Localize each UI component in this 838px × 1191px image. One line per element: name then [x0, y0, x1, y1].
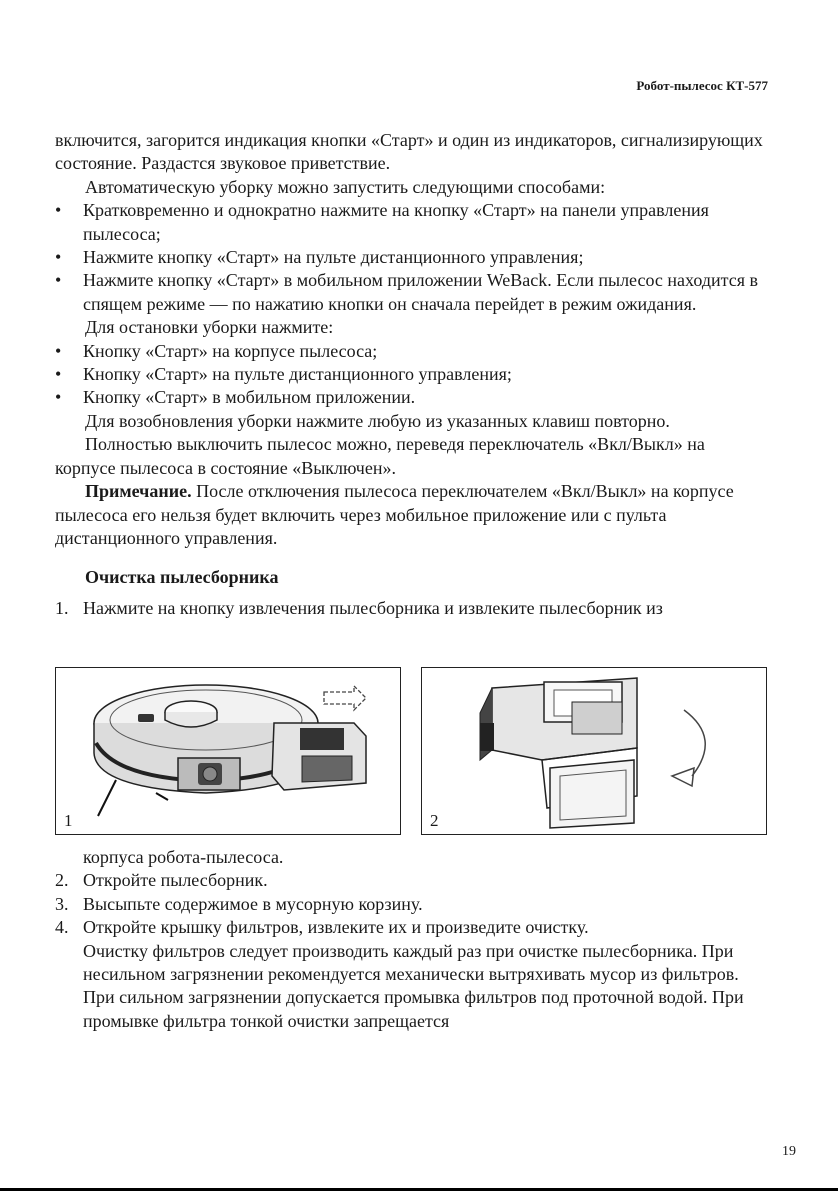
- numbered-step: 1. Нажмите на кнопку извлечения пылесборника и извлеките пылесборник из: [55, 597, 663, 618]
- step-continuation: Очистку фильтров следует производить каждый раз при очистке пылесборника. При несильном загрязнении рекомендуется механически вытряхивать мусор из фильтров. При сильном загрязнении допускается промывка фильтров под проточной водой. При промывке фильтра тонкой очистки запрещается: [83, 940, 744, 1031]
- list-item: • Кнопку «Старт» на корпусе пылесоса;: [55, 340, 378, 361]
- paragraph-continued: включится, загорится индикация кнопки «Старт» и один из индикаторов, сигнализирующих состояние. Раздастся звуковое приветствие.: [55, 130, 763, 174]
- list-item: • Нажмите кнопку «Старт» на пульте дистанционного управления;: [55, 247, 584, 268]
- body-text-top: [55, 129, 770, 620]
- dustbin-illustration: [422, 668, 768, 836]
- numbered-step: 3. Высыпьте содержимое в мусорную корзину.: [55, 893, 423, 914]
- numbered-step: 2. Откройте пылесборник.: [55, 870, 268, 891]
- note-text: После отключения пылесоса переключателем «Вкл/Выкл» на корпусе пылесоса его нельзя будет включить через мобильное приложение или с пульта дистанционного управления.: [55, 481, 734, 548]
- figure-number: 1: [64, 811, 73, 830]
- paragraph-resume: Для возобновления уборки нажмите любую из указанных клавиш повторно.: [85, 410, 670, 431]
- figure-number: 2: [430, 811, 439, 830]
- page-number: 19: [782, 1144, 796, 1159]
- paragraph-power-off: Полностью выключить пылесос можно, переведя переключатель «Вкл/Выкл» на корпусе пылесоса в состояние «Выключен».: [55, 434, 705, 478]
- list-item: • Кратковременно и однократно нажмите на кнопку «Старт» на панели управления пылесоса;: [55, 200, 709, 244]
- running-header: Робот-пылесос КТ-577: [636, 78, 768, 93]
- numbered-step: 4. Откройте крышку фильтров, извлеките их и произведите очистку.: [55, 917, 589, 938]
- paragraph-start-methods: Автоматическую уборку можно запустить следующими способами:: [85, 176, 606, 197]
- note-label: Примечание.: [85, 481, 192, 502]
- list-item: • Нажмите кнопку «Старт» в мобильном приложении WeBack. Если пылесос находится в спящем режиме — по нажатию кнопки он сначала перейдет в режим ожидания.: [55, 270, 758, 314]
- section-heading: Очистка пылесборника: [85, 567, 279, 588]
- robot-illustration: [56, 668, 402, 836]
- list-item: • Кнопку «Старт» на пульте дистанционного управления;: [55, 364, 512, 385]
- paragraph-stop: Для остановки уборки нажмите:: [85, 317, 334, 338]
- body-text-bottom: [55, 846, 770, 1033]
- list-item: • Кнопку «Старт» в мобильном приложении.: [55, 387, 416, 408]
- figure-robot-dustbin-removal: [55, 667, 401, 835]
- figure-dustbin-open: [421, 667, 767, 835]
- figures-row: [55, 667, 769, 836]
- note-paragraph: [55, 480, 770, 550]
- step-continuation: корпуса робота-пылесоса.: [83, 847, 284, 867]
